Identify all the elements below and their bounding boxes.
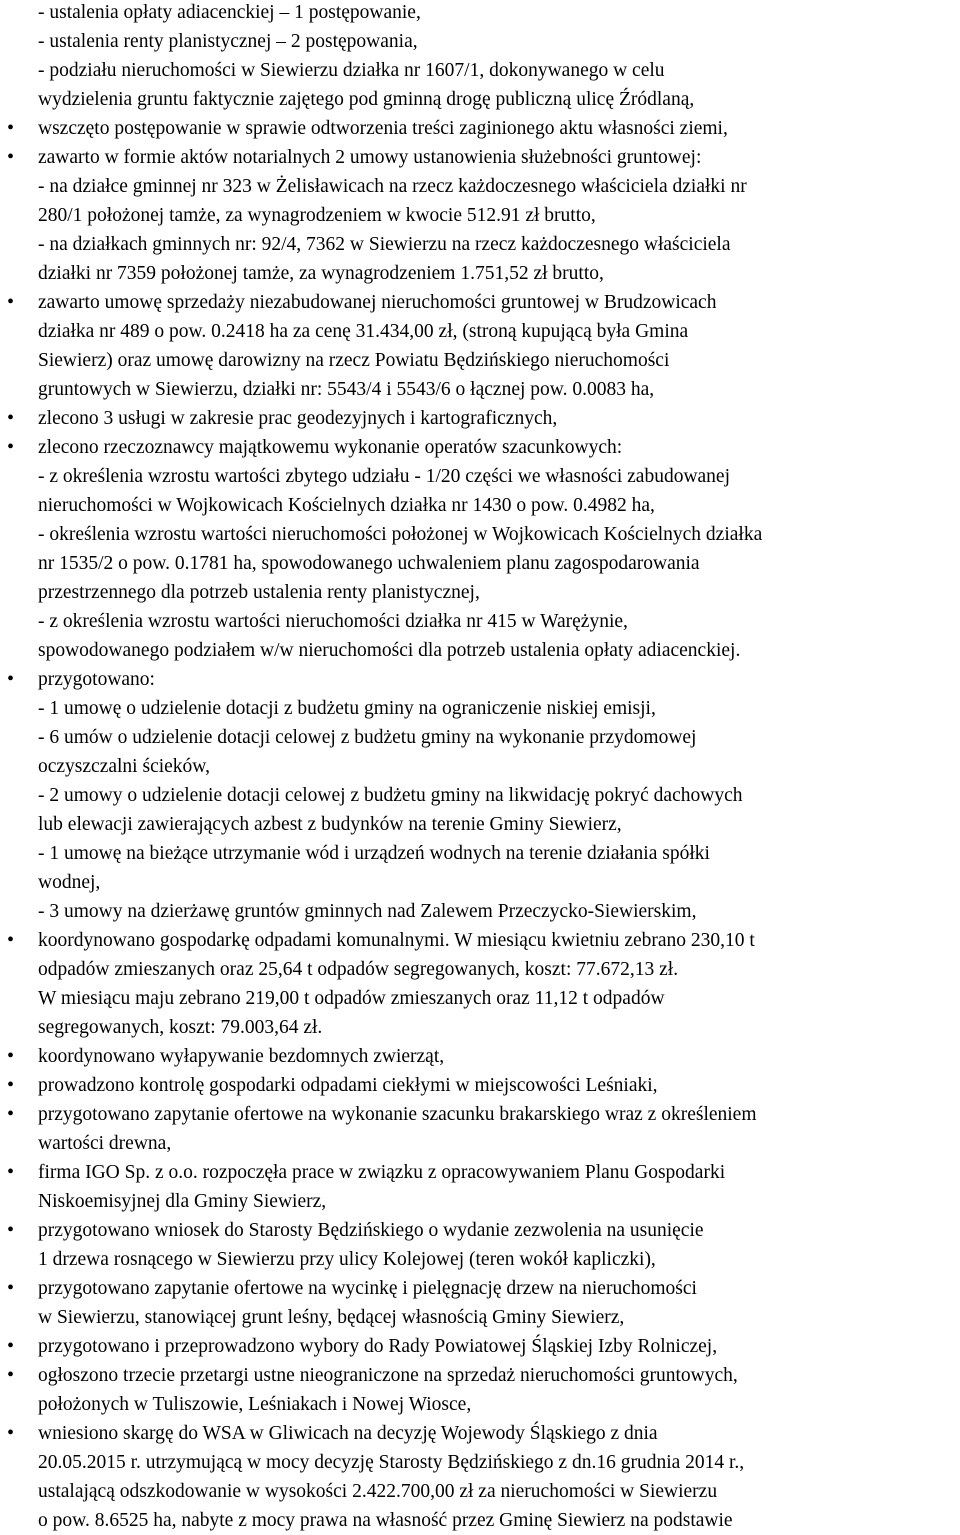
bullet-marker — [7, 433, 14, 462]
text-line: - z określenia wzrostu wartości zbytego udziału - 1/20 części we własności zabudowanej — [38, 466, 731, 487]
bullet-marker — [7, 1332, 14, 1361]
text-line: - ustalenia renty planistycznej – 2 postępowania, — [38, 31, 418, 52]
text-line: zlecono rzeczoznawcy majątkowemu wykonanie operatów szacunkowych: — [38, 437, 623, 458]
text-line: w Siewierzu, stanowiącej grunt leśny, będącej własnością Gminy Siewierz, — [38, 1307, 625, 1328]
text-line: 280/1 położonej tamże, za wynagrodzeniem w kwocie 512.91 zł brutto, — [38, 205, 596, 226]
text-line: - określenia wzrostu wartości nieruchomości położonej w Wojkowicach Kościelnych działka — [38, 524, 763, 545]
text-line: segregowanych, koszt: 79.003,64 zł. — [38, 1017, 323, 1038]
bullet-marker — [7, 926, 14, 955]
text-line: - 1 umowę na bieżące utrzymanie wód i urządzeń wodnych na terenie działania spółki — [38, 843, 710, 864]
text-line: - 2 umowy o udzielenie dotacji celowej z budżetu gminy na likwidację pokryć dachowych — [38, 785, 743, 806]
text-line: wszczęto postępowanie w sprawie odtworzenia treści zaginionego aktu własności ziemi, — [38, 118, 728, 139]
text-line: przygotowano: — [38, 669, 155, 690]
text-line: wniesiono skargę do WSA w Gliwicach na decyzję Wojewody Śląskiego z dnia — [38, 1423, 658, 1444]
text-line: przygotowano zapytanie ofertowe na wycinkę i pielęgnację drzew na nieruchomości — [38, 1278, 697, 1299]
text-line: ogłoszono trzecie przetargi ustne nieograniczone na sprzedaż nieruchomości gruntowych, — [38, 1365, 738, 1386]
text-line: koordynowano gospodarkę odpadami komunalnymi. W miesiącu kwietniu zebrano 230,10 t — [38, 930, 755, 951]
text-line: - ustalenia opłaty adiacenckiej – 1 postępowanie, — [38, 2, 421, 23]
text-line: położonych w Tuliszowie, Leśniakach i Nowej Wiosce, — [38, 1394, 472, 1415]
text-line: przygotowano wniosek do Starosty Będzińskiego o wydanie zezwolenia na usunięcie — [38, 1220, 704, 1241]
bullet-marker — [7, 1071, 14, 1100]
text-line: firma IGO Sp. z o.o. rozpoczęła prace w związku z opracowywaniem Planu Gospodarki — [38, 1162, 726, 1183]
text-line: - na działkach gminnych nr: 92/4, 7362 w Siewierzu na rzecz każdoczesnego właściciela — [38, 234, 731, 255]
text-line: nr 1535/2 o pow. 0.1781 ha, spowodowanego uchwaleniem planu zagospodarowania — [38, 553, 700, 574]
bullet-marker — [7, 1274, 14, 1303]
bullet-marker — [7, 1100, 14, 1129]
text-line: - z określenia wzrostu wartości nieruchomości działka nr 415 w Warężynie, — [38, 611, 628, 632]
text-line: 1 drzewa rosnącego w Siewierzu przy ulicy Kolejowej (teren wokół kapliczki), — [38, 1249, 656, 1270]
text-line: 20.05.2015 r. utrzymującą w mocy decyzję Starosty Będzińskiego z dn.16 grudnia 2014 r., — [38, 1452, 745, 1473]
text-line: nieruchomości w Wojkowicach Kościelnych działka nr 1430 o pow. 0.4982 ha, — [38, 495, 655, 516]
bullet-marker — [7, 1216, 14, 1245]
bullet-marker — [7, 665, 14, 694]
text-line: spowodowanego podziałem w/w nieruchomości dla potrzeb ustalenia opłaty adiacenckiej. — [38, 640, 741, 661]
text-line: działki nr 7359 położonej tamże, za wynagrodzeniem 1.751,52 zł brutto, — [38, 263, 604, 284]
text-line: ustalającą odszkodowanie w wysokości 2.422.700,00 zł za nieruchomości w Siewierzu — [38, 1481, 718, 1502]
text-line: zlecono 3 usługi w zakresie prac geodezyjnych i kartograficznych, — [38, 408, 558, 429]
text-line: przygotowano zapytanie ofertowe na wykonanie szacunku brakarskiego wraz z określeniem — [38, 1104, 757, 1125]
text-line: działka nr 489 o pow. 0.2418 ha za cenę 31.434,00 zł, (stroną kupującą była Gmina — [38, 321, 689, 342]
bullet-marker — [7, 404, 14, 433]
text-line: zawarto w formie aktów notarialnych 2 umowy ustanowienia służebności gruntowej: — [38, 147, 702, 168]
text-line: - 6 umów o udzielenie dotacji celowej z budżetu gminy na wykonanie przydomowej — [38, 727, 697, 748]
bullet-marker — [7, 288, 14, 317]
bullet-marker — [7, 1158, 14, 1187]
text-line: wodnej, — [38, 872, 101, 893]
text-line: prowadzono kontrolę gospodarki odpadami ciekłymi w miejscowości Leśniaki, — [38, 1075, 658, 1096]
bullet-marker — [7, 114, 14, 143]
text-line: - 3 umowy na dzierżawę gruntów gminnych nad Zalewem Przeczycko-Siewierskim, — [38, 901, 697, 922]
text-line: wydzielenia gruntu faktycznie zajętego pod gminną drogę publiczną ulicę Źródlaną, — [38, 89, 695, 110]
text-line: koordynowano wyłapywanie bezdomnych zwierząt, — [38, 1046, 445, 1067]
text-line: lub elewacji zawierających azbest z budynków na terenie Gminy Siewierz, — [38, 814, 622, 835]
bullet-marker — [7, 1419, 14, 1448]
text-line: - podziału nieruchomości w Siewierzu działka nr 1607/1, dokonywanego w celu — [38, 60, 665, 81]
text-line: o pow. 8.6525 ha, nabyte z mocy prawa na własność przez Gminę Siewierz na podstawie — [38, 1510, 733, 1531]
text-line: - na działce gminnej nr 323 w Żelisławicach na rzecz każdoczesnego właściciela działki nr — [38, 176, 747, 197]
text-line: gruntowych w Siewierzu, działki nr: 5543/4 i 5543/6 o łącznej pow. 0.0083 ha, — [38, 379, 655, 400]
text-line: W miesiącu maju zebrano 219,00 t odpadów zmieszanych oraz 11,12 t odpadów — [38, 988, 665, 1009]
text-line: przygotowano i przeprowadzono wybory do Rady Powiatowej Śląskiej Izby Rolniczej, — [38, 1336, 718, 1357]
bullet-marker — [7, 143, 14, 172]
bullet-marker — [7, 1361, 14, 1390]
text-line: wartości drewna, — [38, 1133, 172, 1154]
text-line: Niskoemisyjnej dla Gminy Siewierz, — [38, 1191, 327, 1212]
text-line: odpadów zmieszanych oraz 25,64 t odpadów segregowanych, koszt: 77.672,13 zł. — [38, 959, 679, 980]
text-line: - 1 umowę o udzielenie dotacji z budżetu gminy na ograniczenie niskiej emisji, — [38, 698, 656, 719]
text-line: oczyszczalni ścieków, — [38, 756, 210, 777]
bullet-marker — [7, 1042, 14, 1071]
text-line: Siewierz) oraz umowę darowizny na rzecz Powiatu Będzińskiego nieruchomości — [38, 350, 670, 371]
text-line: zawarto umowę sprzedaży niezabudowanej nieruchomości gruntowej w Brudzowicach — [38, 292, 717, 313]
text-line: przestrzennego dla potrzeb ustalenia renty planistycznej, — [38, 582, 480, 603]
